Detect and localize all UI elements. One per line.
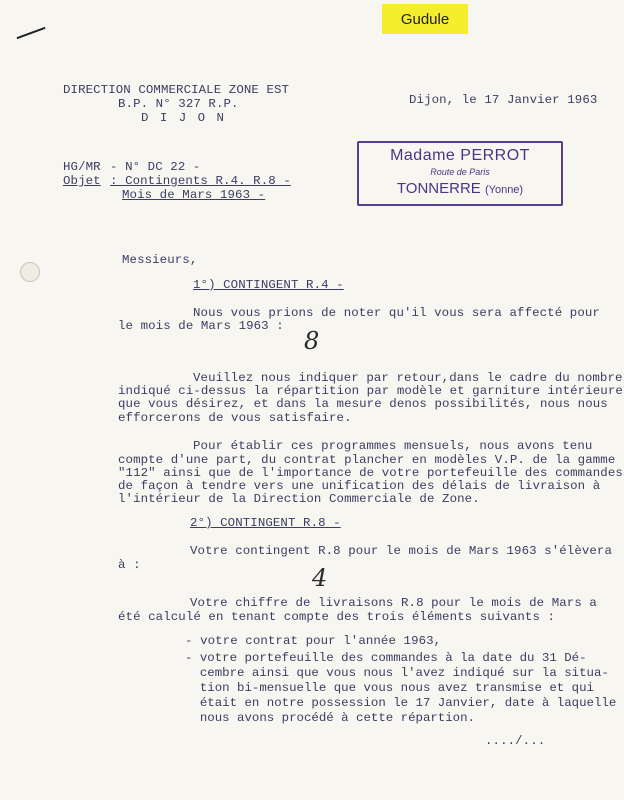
section1-para2-line-4: efforcerons de vous satisfaire.: [118, 411, 352, 425]
section1-para3-line-3: "112" ainsi que de l'importance de votre portefeuille des commandes: [118, 466, 623, 480]
objet-label: Objet: [63, 174, 101, 188]
salutation: Messieurs,: [122, 253, 198, 267]
stamp-street: Route de Paris: [430, 167, 490, 177]
section1-heading: 1°) CONTINGENT R.4 -: [193, 278, 344, 292]
section2-para2-line-2: été calculé en tenant compte des trois éléments suivants :: [118, 610, 556, 624]
section2-intro-line-2: à :: [118, 558, 141, 572]
section1-para3-line-4: de façon à tendre vers une unification des délais de livraison à: [118, 479, 601, 493]
section1-para2-line-3: que vous désirez, et dans la mesure denos possibilités, nous nous: [118, 397, 608, 411]
bullet2-line-5: nous avons procédé à cette répartion.: [185, 711, 475, 725]
bullet2-line-1: - votre portefeuille des commandes à la date du 31 Dé-: [185, 651, 587, 665]
date-line: Dijon, le 17 Janvier 1963: [409, 93, 598, 107]
section1-intro-line-2: le mois de Mars 1963 :: [118, 319, 284, 333]
sender-line-2: B.P. N° 327 R.P.: [118, 97, 239, 111]
bullet2-line-4: était en notre possession le 17 Janvier, date à laquelle: [185, 696, 617, 710]
section1-para2-line-1: Veuillez nous indiquer par retour,dans le cadre du nombre: [193, 371, 623, 385]
punch-hole: [20, 262, 40, 282]
handwritten-value-r8: 4: [312, 564, 328, 592]
continuation-mark: ..../...: [485, 734, 546, 748]
section1-para2-line-2: indiqué ci-dessus la répartition par modèle et garniture intérieure: [118, 384, 623, 398]
stamp-city: TONNERRE: [396, 180, 481, 197]
stamp-name: PERROT: [460, 147, 530, 164]
stamp-city-line: [359, 180, 561, 197]
section1-para3-line-5: l'intérieur de la Direction Commerciale de Zone.: [118, 492, 480, 506]
bullet2-line-3: tion bi-mensuelle que vous nous avez transmise et qui: [185, 681, 594, 695]
address-stamp: [357, 141, 563, 206]
sender-line-1: DIRECTION COMMERCIALE ZONE EST: [63, 83, 290, 97]
stamp-name-line: [359, 147, 561, 165]
section2-para2-line-1: Votre chiffre de livraisons R.8 pour le mois de Mars a: [190, 596, 597, 610]
section2-heading: 2°) CONTINGENT R.8 -: [190, 516, 341, 530]
handwritten-value-r4: 8: [304, 327, 320, 355]
sender-line-3: D I J O N: [141, 111, 226, 125]
pen-mark: [17, 27, 46, 39]
section1-intro-line-1: Nous vous prions de noter qu'il vous sera affecté pour: [193, 306, 600, 320]
sticky-note: Gudule: [382, 4, 468, 34]
stamp-region: (Yonne): [484, 184, 524, 196]
objet-line-2: Mois de Mars 1963 -: [122, 188, 266, 202]
section1-para3-line-2: compte d'une part, du contrat plancher en modèles V.P. de la gamme: [118, 453, 616, 467]
section1-para3-line-1: Pour établir ces programmes mensuels, nous avons tenu: [193, 439, 593, 453]
section2-intro-line-1: Votre contingent R.8 pour le mois de Mars 1963 s'élèvera: [190, 544, 612, 558]
bullet2-line-2: cembre ainsi que vous nous l'avez indiqué sur la situa-: [185, 666, 609, 680]
ref-value: - N° DC 22 -: [110, 160, 201, 174]
objet-line-1: : Contingents R.4. R.8 -: [110, 174, 291, 188]
stamp-name-prefix: Madame: [390, 147, 456, 164]
ref-label: HG/MR: [63, 160, 101, 174]
section2-bullet-2: [185, 651, 616, 726]
section2-bullet-1: - votre contrat pour l'année 1963,: [185, 634, 442, 648]
